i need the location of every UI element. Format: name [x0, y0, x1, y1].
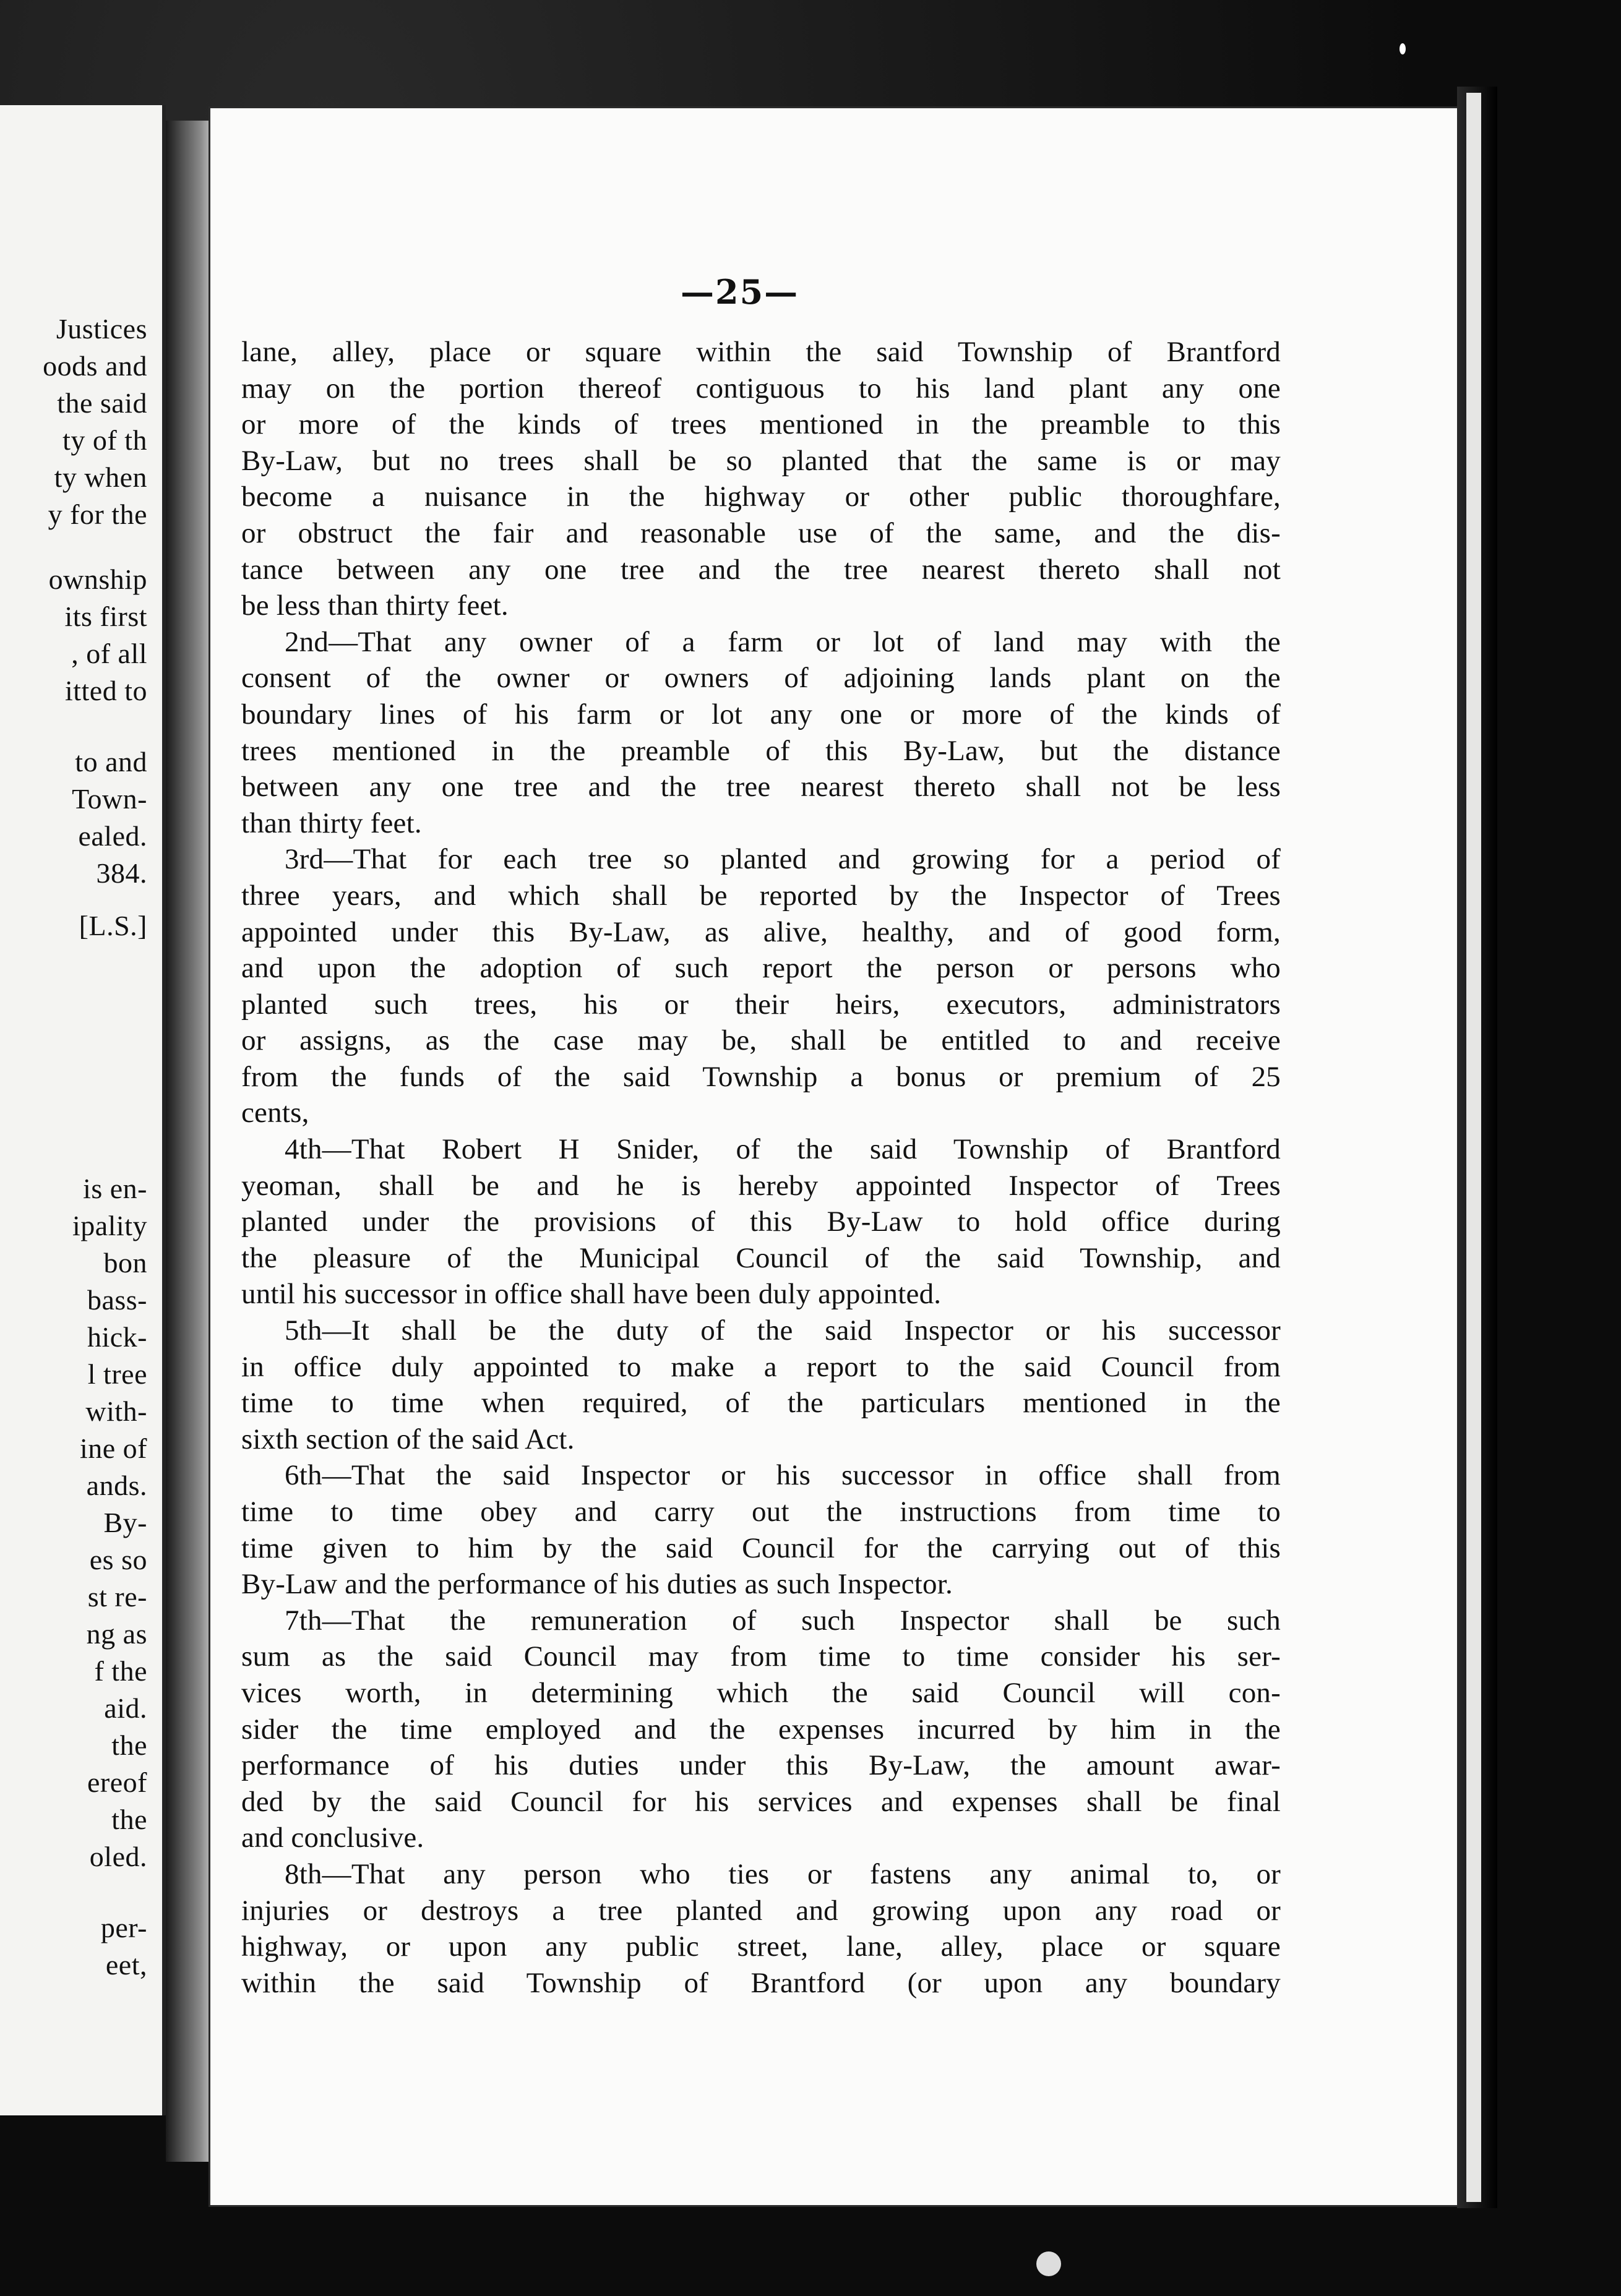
facing-page-text: [L.S.]	[79, 910, 147, 941]
facing-page-text: with-	[85, 1395, 147, 1427]
text-line: performance of his duties under this By-Law, the amount awar-	[241, 1749, 1281, 1782]
facing-page-text: ands.	[86, 1470, 147, 1501]
facing-page-text: By-	[103, 1507, 147, 1538]
text-line: be less than thirty feet.	[241, 589, 509, 622]
text-line: 6th—That the said Inspector or his successor in office shall from	[285, 1459, 1281, 1492]
text-line: injuries or destroys a tree planted and growing upon any road or	[241, 1894, 1281, 1927]
text-line: trees mentioned in the preamble of this By-Law, but the distance	[241, 734, 1281, 767]
text-line: and conclusive.	[241, 1822, 424, 1854]
text-line: ded by the said Council for his services and expenses shall be final	[241, 1785, 1281, 1818]
text-line: time to time when required, of the particulars mentioned in the	[241, 1387, 1281, 1420]
facing-page-text: 384.	[96, 857, 147, 889]
facing-page-text: ealed.	[78, 820, 147, 852]
facing-page-text: l tree	[87, 1358, 147, 1390]
text-line: 8th—That any person who ties or fastens any animal to, or	[285, 1857, 1281, 1890]
text-line: than thirty feet.	[241, 807, 422, 839]
facing-page-text: Town-	[72, 783, 147, 815]
facing-page-text: Justices	[56, 313, 147, 345]
text-line: By-Law and the performance of his duties as such Inspector.	[241, 1568, 953, 1601]
text-line: 7th—That the remuneration of such Inspector shall be such	[285, 1604, 1281, 1637]
text-line: consent of the owner or owners of adjoining lands plant on the	[241, 662, 1281, 695]
scan-speck	[1036, 2251, 1061, 2276]
facing-page-text: eet,	[105, 1949, 147, 1981]
facing-page-text: es so	[89, 1544, 147, 1575]
facing-page-text: aid.	[104, 1692, 147, 1724]
facing-page-text: st re-	[87, 1581, 147, 1613]
facing-page-text: is en-	[83, 1173, 147, 1204]
facing-page-text: its first	[64, 601, 147, 632]
text-line: from the funds of the said Township a bonus or premium of 25	[241, 1060, 1281, 1093]
text-line: cents,	[241, 1097, 309, 1129]
text-line: become a nuisance in the highway or other public thoroughfare,	[241, 481, 1281, 513]
text-line: By-Law, but no trees shall be so planted that the same is or may	[241, 444, 1281, 477]
text-line: vices worth, in determining which the said Council will con-	[241, 1676, 1281, 1709]
text-line: or assigns, as the case may be, shall be entitled to and receive	[241, 1024, 1281, 1057]
body-text	[241, 334, 1281, 2001]
facing-page-text: to and	[75, 746, 147, 777]
text-line: lane, alley, place or square within the said Township of Brantford	[241, 336, 1281, 368]
facing-page-text: ty when	[54, 461, 147, 493]
text-line: three years, and which shall be reported by the Inspector of Trees	[241, 879, 1281, 912]
text-line: 2nd—That any owner of a farm or lot of land may with the	[285, 625, 1281, 658]
facing-page-text: oods and	[43, 350, 147, 382]
text-line: the pleasure of the Municipal Council of the said Township, and	[241, 1241, 1281, 1274]
scan-speck	[1400, 43, 1406, 54]
text-line: sider the time employed and the expenses incurred by him in the	[241, 1713, 1281, 1746]
text-line: in office duly appointed to make a report to the said Council from	[241, 1350, 1281, 1383]
facing-page-text: the said	[57, 387, 147, 419]
facing-page-text: itted to	[64, 675, 147, 706]
text-line: time to time obey and carry out the instructions from time to	[241, 1496, 1281, 1528]
text-line: 5th—It shall be the duty of the said Inspector or his successor	[285, 1314, 1281, 1347]
facing-page-text: bon	[103, 1247, 147, 1279]
text-line: within the said Township of Brantford (or upon any boundary	[241, 1966, 1281, 1999]
facing-page-text: the	[111, 1804, 147, 1835]
text-line: time given to him by the said Council for the carrying out of this	[241, 1531, 1281, 1564]
facing-page-text: y for the	[48, 499, 147, 530]
facing-page-text: ng as	[86, 1618, 147, 1650]
text-line: highway, or upon any public street, lane, alley, place or square	[241, 1930, 1281, 1963]
text-line: 4th—That Robert H Snider, of the said Township of Brantford	[285, 1133, 1281, 1166]
facing-page-text: bass-	[87, 1284, 147, 1316]
text-line: and upon the adoption of such report the person or persons who	[241, 952, 1281, 985]
text-line: tance between any one tree and the tree nearest thereto shall not	[241, 553, 1281, 586]
facing-page-text: ine of	[79, 1433, 147, 1464]
facing-page-text: the	[111, 1729, 147, 1761]
text-line: yeoman, shall be and he is hereby appointed Inspector of Trees	[241, 1169, 1281, 1202]
facing-page-text: oled.	[89, 1841, 147, 1872]
text-line: may on the portion thereof contiguous to his land plant any one	[241, 372, 1281, 405]
facing-page-text: ipality	[72, 1210, 147, 1241]
text-line: 3rd—That for each tree so planted and growing for a period of	[285, 843, 1281, 876]
page-edge-sliver	[1466, 93, 1481, 2202]
text-line: or obstruct the fair and reasonable use of the same, and the dis-	[241, 516, 1281, 549]
page-number: —25—	[681, 272, 799, 312]
facing-page-text: ty of th	[62, 424, 147, 456]
text-line: appointed under this By-Law, as alive, healthy, and of good form,	[241, 915, 1281, 948]
text-line: boundary lines of his farm or lot any one or more of the kinds of	[241, 698, 1281, 730]
text-line: planted such trees, his or their heirs, executors, administrators	[241, 988, 1281, 1021]
facing-page-text: ereof	[87, 1767, 147, 1798]
text-line: planted under the provisions of this By-Law to hold office during	[241, 1206, 1281, 1238]
text-line: sum as the said Council may from time to time consider his ser-	[241, 1640, 1281, 1673]
facing-page-text: , of all	[71, 638, 147, 669]
facing-page-text: f the	[94, 1655, 147, 1687]
facing-page-text: hick-	[87, 1321, 147, 1353]
text-line: sixth section of the said Act.	[241, 1423, 575, 1455]
text-line: between any one tree and the tree nearest thereto shall not be less	[241, 771, 1281, 803]
book-gutter-shadow	[166, 121, 215, 2162]
facing-page-text: ownship	[48, 563, 147, 595]
facing-page-left	[0, 105, 166, 2115]
facing-page-text: per-	[100, 1912, 147, 1943]
text-line: or more of the kinds of trees mentioned in the preamble to this	[241, 408, 1281, 441]
text-line: until his successor in office shall have been duly appointed.	[241, 1278, 942, 1311]
